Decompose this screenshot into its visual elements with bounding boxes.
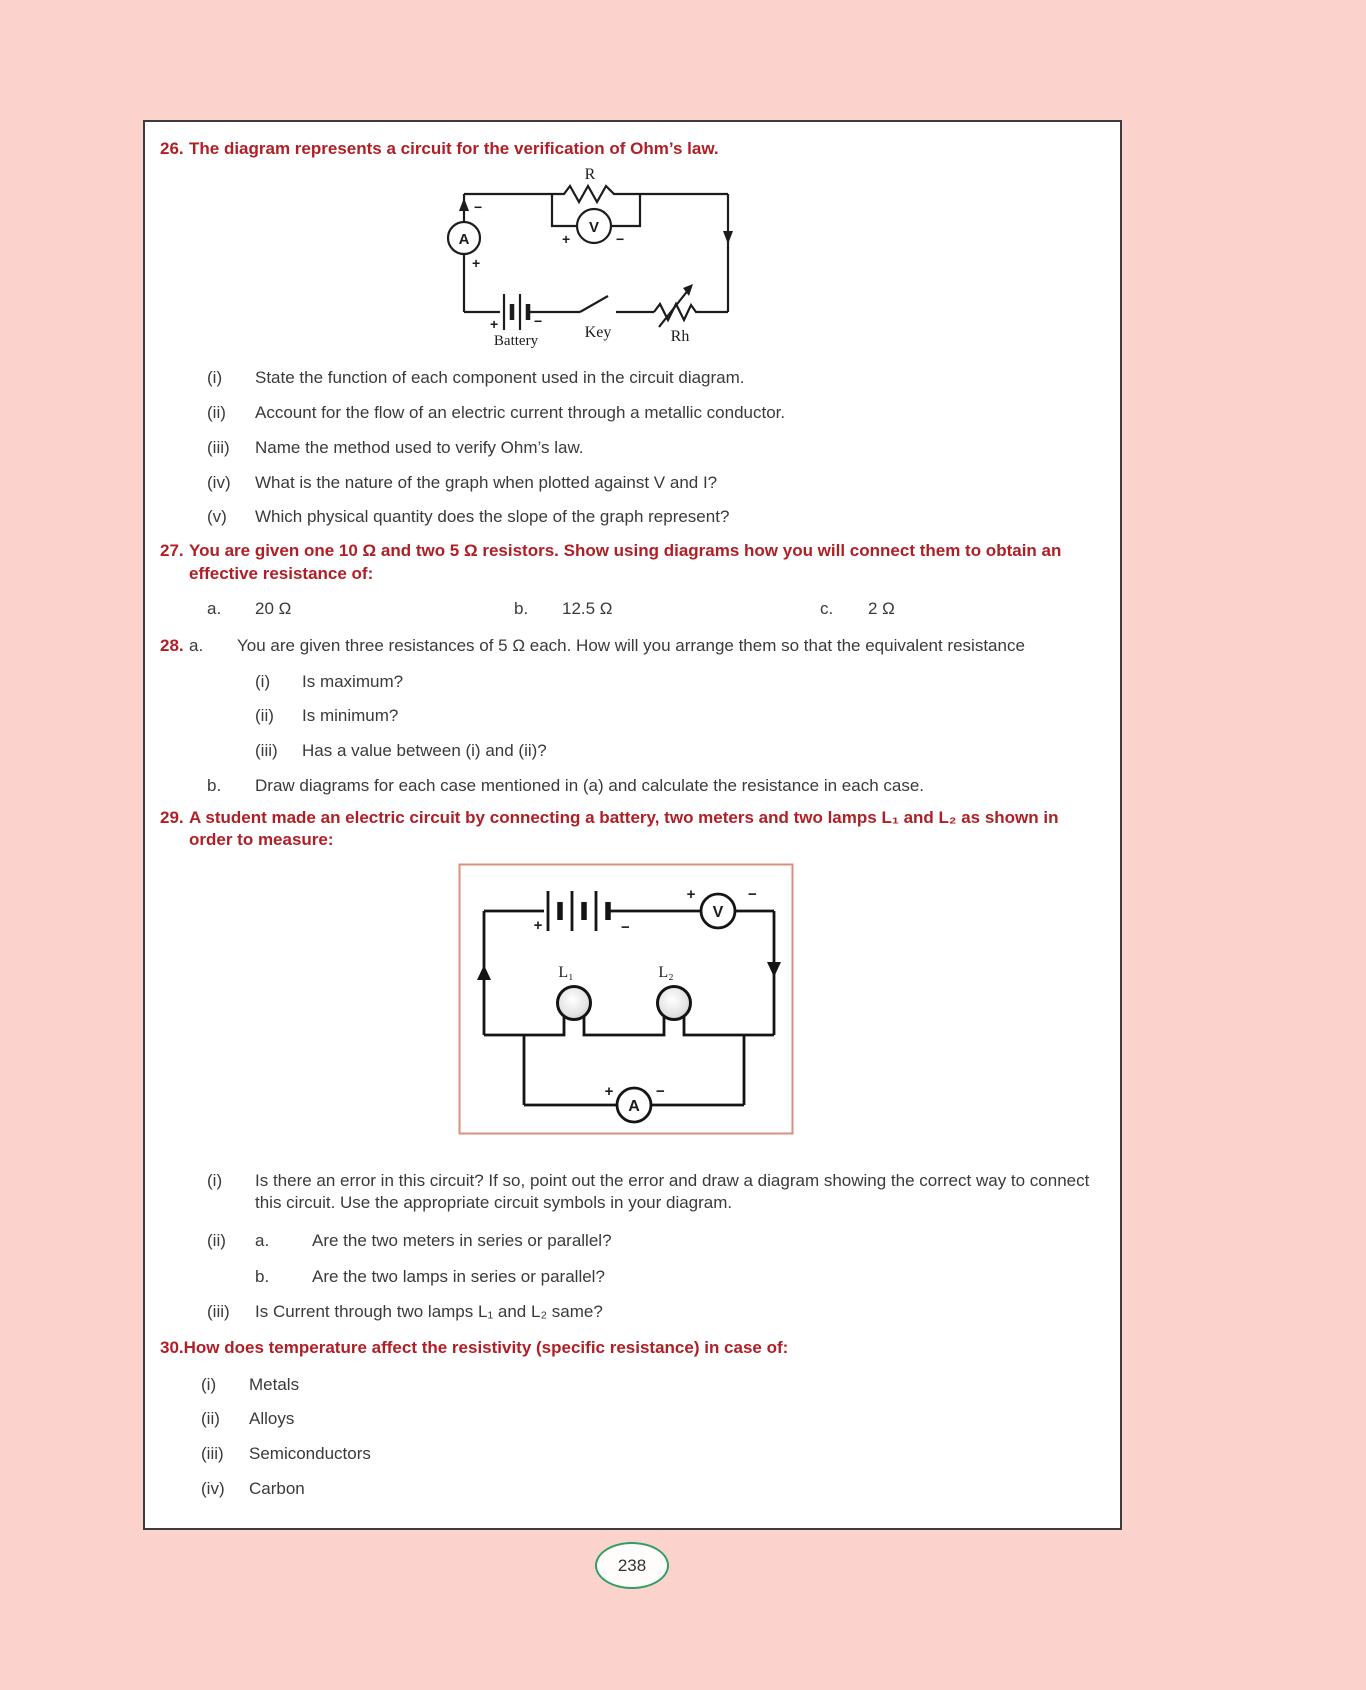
resistor-label: R [584, 166, 596, 184]
page-sheet [143, 120, 1122, 1530]
q28-item-i [145, 671, 1120, 693]
lamps-circuit-svg [458, 863, 794, 1135]
q28-item-iii [145, 740, 1120, 762]
item-label: (i) [207, 1171, 223, 1191]
voltmeter-label: V [712, 904, 724, 922]
item-label: (i) [207, 368, 223, 388]
question-29-number: 29. [160, 807, 184, 827]
part-a-label: a. [189, 636, 204, 656]
item-text: Is minimum? [302, 706, 399, 726]
sub-item-text: Are the two meters in series or parallel? [312, 1230, 612, 1250]
wire [610, 194, 640, 226]
wire [684, 1015, 774, 1035]
item-text: Is Current through two lamps L₁ and L₂ same? [255, 1302, 603, 1322]
question-26-title: The diagram represents a circuit for the verification of Ohm’s law. [189, 139, 719, 158]
item-label: (ii) [207, 403, 226, 423]
lamp-l2-label: L₂ [658, 964, 674, 982]
item-label: (iv) [201, 1478, 225, 1498]
question-30-heading [145, 1337, 1120, 1359]
lamp-l1-label: L₁ [558, 964, 574, 982]
item-label: (i) [255, 671, 271, 691]
q26-item-ii [145, 402, 1120, 424]
option-value: 2 Ω [868, 599, 895, 619]
rheostat-label: Rh [670, 328, 690, 346]
q28-item-ii [145, 705, 1120, 727]
minus-sign: − [656, 1083, 665, 1101]
q29-item-i [145, 1170, 1120, 1214]
part-a-text: You are given three resistances of 5 Ω each. How will you arrange them so that the equivalent resistance [237, 636, 1025, 656]
q30-item-ii [145, 1408, 1120, 1430]
item-text: Name the method used to verify Ohm’s law. [255, 437, 584, 457]
option-value: 20 Ω [255, 599, 292, 619]
q30-item-i [145, 1374, 1120, 1396]
q26-item-i [145, 367, 1120, 389]
q29-item-ii-a [145, 1230, 1120, 1252]
q27-options-row [145, 599, 1120, 619]
battery-label: Battery [493, 333, 539, 350]
sub-item-label: a. [255, 1230, 270, 1250]
current-arrow-down-icon [767, 962, 781, 977]
question-28-part-a [145, 635, 1120, 657]
question-27-title: You are given one 10 Ω and two 5 Ω resistors. Show using diagrams how you will connect them to obtain an effective resistance of: [189, 541, 1062, 583]
plus-sign: + [472, 255, 481, 272]
voltmeter-label: V [588, 219, 600, 237]
item-text: State the function of each component used in the circuit diagram. [255, 368, 745, 388]
minus-sign: − [748, 886, 757, 904]
item-text: Has a value between (i) and (ii)? [302, 741, 547, 760]
q26-item-v [145, 506, 1120, 528]
item-text: Is maximum? [302, 671, 404, 691]
item-label: (i) [201, 1374, 217, 1394]
circuit-diagram-ohms-law [440, 164, 750, 354]
item-text: Account for the flow of an electric current through a metallic conductor. [255, 403, 786, 423]
q30-item-iii [145, 1443, 1120, 1465]
current-arrow-up-icon [459, 198, 469, 211]
item-text: Semiconductors [249, 1444, 371, 1464]
item-label: (iv) [207, 472, 231, 492]
sub-item-label: b. [255, 1266, 270, 1286]
item-label: (iii) [255, 741, 278, 760]
item-text: Is there an error in this circuit? If so, point out the error and draw a diagram showing the correct way to connect this circuit. Use the appropriate circuit symbols in your diagram. [255, 1171, 1090, 1213]
item-label: (iii) [201, 1444, 224, 1464]
question-28-part-b [145, 775, 1120, 797]
item-text: Carbon [249, 1478, 305, 1498]
wire [584, 1015, 664, 1035]
option-label: a. [207, 599, 222, 619]
minus-sign: − [621, 919, 630, 937]
plus-sign: + [533, 917, 543, 935]
ammeter-label: A [628, 1098, 640, 1116]
minus-sign: − [616, 231, 625, 248]
item-label: (ii) [255, 706, 274, 726]
q29-item-ii-b [145, 1266, 1120, 1288]
option-label: c. [820, 599, 834, 619]
question-29-title: A student made an electric circuit by connecting a battery, two meters and two lamps L₁ and L₂ as shown in order to measure: [189, 807, 1059, 849]
circuit-diagram-lamps [458, 863, 794, 1140]
item-label: (iii) [207, 437, 230, 457]
option-label: b. [514, 599, 529, 619]
item-text: Metals [249, 1374, 300, 1394]
current-arrow-up-icon [477, 965, 491, 980]
item-text: Which physical quantity does the slope of the graph represent? [255, 507, 730, 527]
question-27-heading [145, 540, 1120, 585]
wire [484, 1015, 564, 1035]
q30-item-iv [145, 1478, 1120, 1500]
sub-item-text: Are the two lamps in series or parallel? [312, 1266, 605, 1286]
item-label: (ii) [207, 1230, 226, 1250]
minus-sign: − [474, 199, 483, 216]
question-27-number: 27. [160, 541, 184, 561]
question-26-number: 26. [160, 139, 184, 158]
page-number-badge [595, 1542, 669, 1589]
item-label: (ii) [201, 1409, 220, 1429]
q29-item-iii [145, 1301, 1120, 1323]
item-text: Alloys [249, 1409, 295, 1429]
plus-sign: + [604, 1083, 614, 1101]
key-symbol [580, 296, 608, 312]
item-text: What is the nature of the graph when plotted against V and I? [255, 472, 718, 492]
key-label: Key [584, 324, 612, 342]
plus-sign: + [562, 231, 571, 248]
ohms-law-circuit-svg [440, 164, 750, 349]
question-30-number: 30. [160, 1338, 184, 1358]
item-label: (v) [207, 507, 227, 527]
wire [552, 194, 578, 226]
minus-sign: − [534, 313, 543, 330]
question-30-title: How does temperature affect the resistivity (specific resistance) in case of: [183, 1338, 789, 1358]
lamp-l2-symbol [658, 987, 691, 1020]
question-26-heading [145, 138, 1120, 160]
lamp-l1-symbol [558, 987, 591, 1020]
ammeter-label: A [458, 231, 470, 249]
item-label: (iii) [207, 1302, 230, 1322]
q26-item-iii [145, 437, 1120, 459]
current-arrow-down-icon [723, 231, 733, 244]
part-b-text: Draw diagrams for each case mentioned in (a) and calculate the resistance in each case. [255, 775, 925, 795]
plus-sign: + [490, 316, 499, 333]
resistor-symbol [464, 186, 728, 202]
option-value: 12.5 Ω [562, 599, 613, 619]
plus-sign: + [686, 886, 696, 904]
question-28-number: 28. [160, 636, 184, 656]
page-number: 238 [617, 1555, 647, 1575]
question-29-heading [145, 807, 1120, 852]
q26-item-iv [145, 472, 1120, 494]
part-b-label: b. [207, 775, 222, 795]
